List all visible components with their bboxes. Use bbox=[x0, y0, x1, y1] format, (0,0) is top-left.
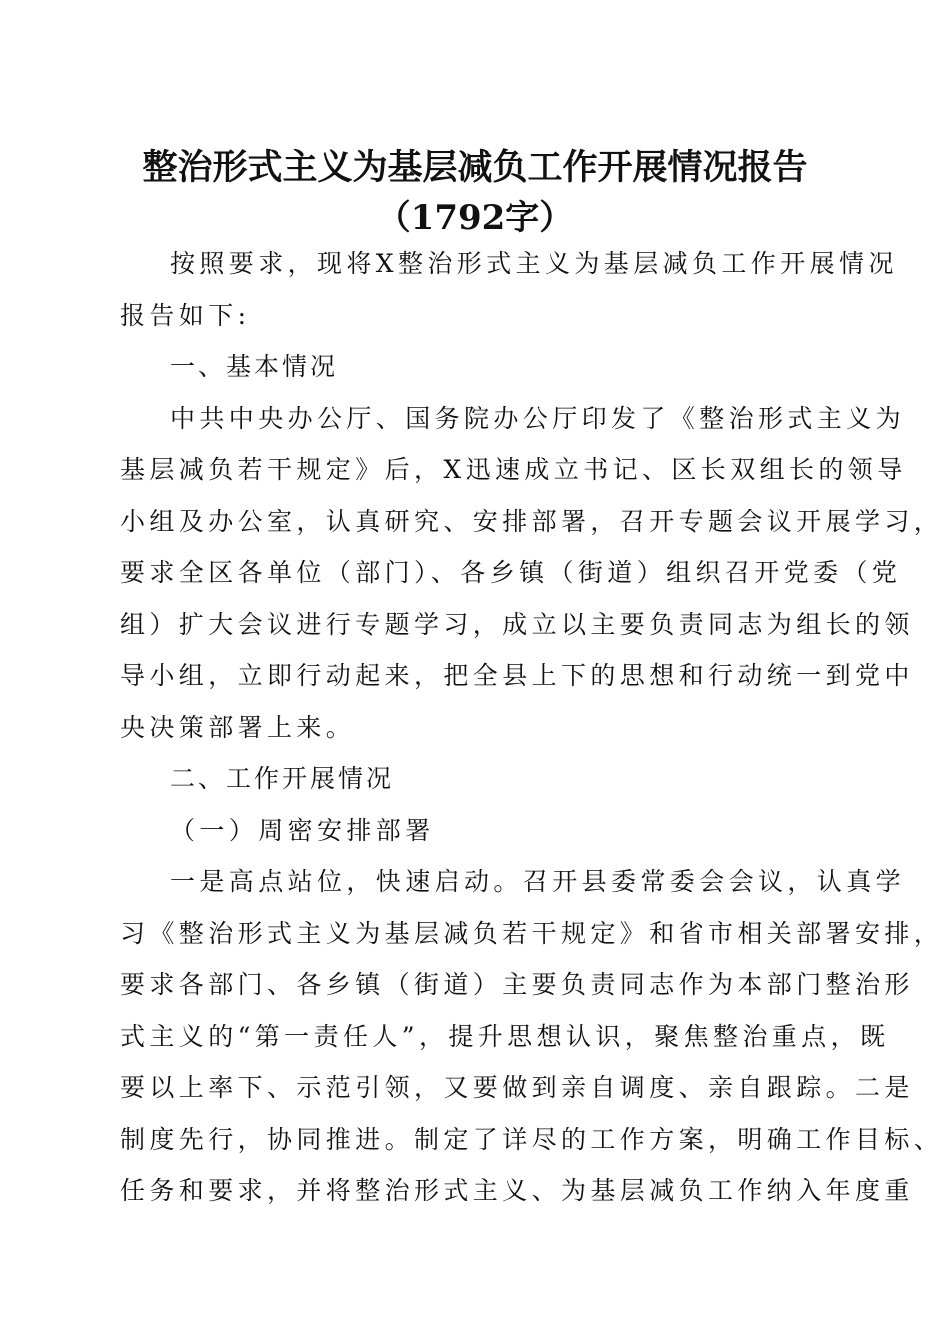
subsection-heading: （一）周密安排部署 bbox=[170, 815, 435, 845]
paragraph-line: 制度先行，协同推进。制定了详尽的工作方案，明确工作目标、 bbox=[120, 1124, 944, 1154]
paragraph-line: 任务和要求，并将整治形式主义、为基层减负工作纳入年度重 bbox=[120, 1176, 914, 1205]
paragraph-line: 中共中央办公厅、国务院办公厅印发了《整治形式主义为 bbox=[170, 403, 906, 433]
paragraph-line: 组）扩大会议进行专题学习，成立以主要负责同志为组长的领 bbox=[120, 609, 914, 639]
document-title: 整治形式主义为基层减负工作开展情况报告 bbox=[142, 147, 808, 188]
paragraph-line: 要求全区各单位（部门）、各乡镇（街道）组织召开党委（党 bbox=[120, 558, 902, 587]
paragraph-line: 基层减负若干规定》后，X迅速成立书记、区长双组长的领导 bbox=[120, 455, 907, 484]
paragraph-line: 式主义的“第一责任人”，提升思想认识，聚焦整治重点，既 bbox=[120, 1021, 890, 1051]
paragraph-line: 按照要求，现将X整治形式主义为基层减负工作开展情况 bbox=[170, 249, 898, 278]
paragraph-line: 导小组，立即行动起来，把全县上下的思想和行动统一到党中 bbox=[120, 661, 914, 690]
paragraph-line: 小组及办公室，认真研究、安排部署，召开专题会议开展学习， bbox=[120, 506, 944, 536]
section-heading: 二、工作开展情况 bbox=[170, 764, 395, 793]
paragraph-line: 一是高点站位，快速启动。召开县委常委会会议，认真学 bbox=[170, 867, 906, 896]
paragraph-line: 报告如下: bbox=[120, 300, 251, 330]
document-body bbox=[120, 238, 944, 1217]
paragraph-line: 要求各部门、各乡镇（街道）主要负责同志作为本部门整治形 bbox=[120, 970, 914, 999]
document-subtitle: （1792字） bbox=[376, 198, 574, 238]
paragraph-line: 要以上率下、示范引领，又要做到亲自调度、亲自跟踪。二是 bbox=[120, 1073, 914, 1102]
paragraph-line: 央决策部署上来。 bbox=[120, 712, 356, 742]
paragraph-line: 习《整治形式主义为基层减负若干规定》和省市相关部署安排， bbox=[120, 918, 944, 948]
section-heading: 一、基本情况 bbox=[170, 352, 339, 381]
